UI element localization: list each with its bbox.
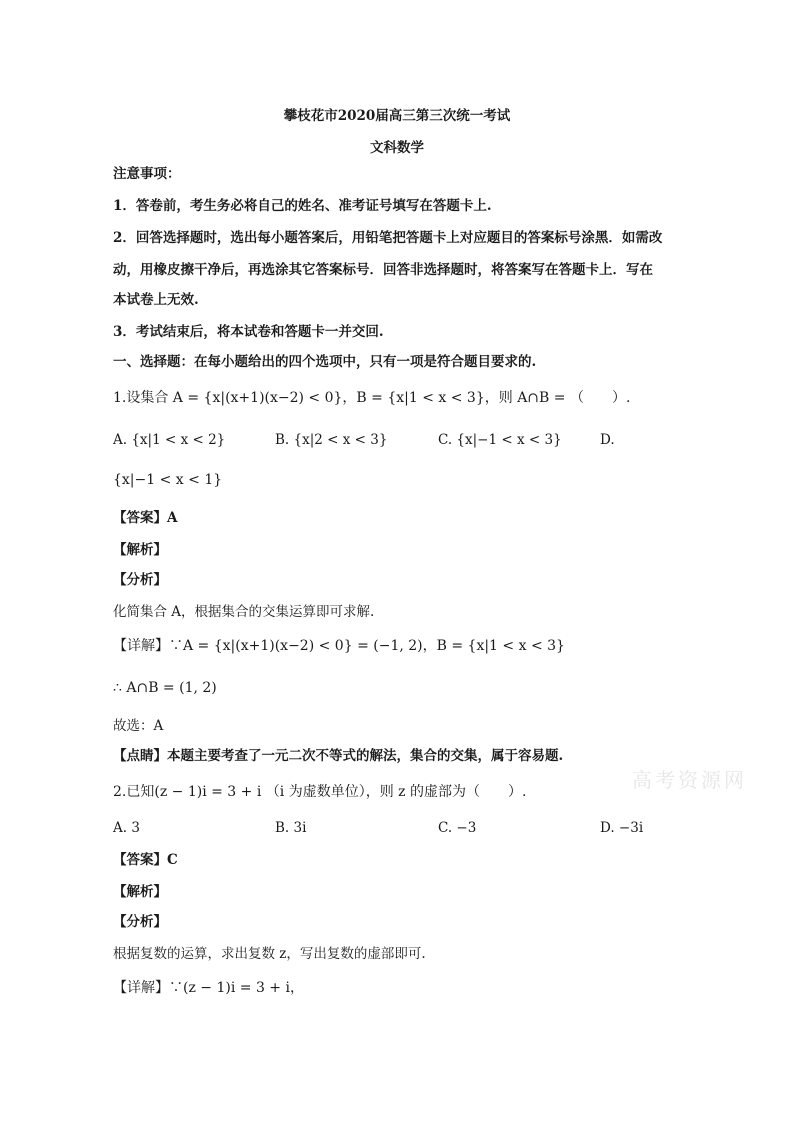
q1-analysis: 【解析】 [113, 542, 167, 558]
notes-item-1: 1．答卷前，考生务必将自己的姓名、准考证号填写在答题卡上. [113, 198, 492, 214]
q2-stem: 2.已知(z − 1)i = 3 + i （i 为虚数单位），则 z 的虚部为（ ）. [113, 784, 527, 800]
notes-item-2-line-1: 2．回答选择题时，选出每小题答案后，用铅笔把答题卡上对应题目的答案标号涂黑．如需改 [113, 230, 663, 246]
q2-detail: 【详解】∵(z − 1)i = 3 + i， [113, 980, 304, 996]
notes-item-2-line-2: 动，用橡皮擦干净后，再选涂其它答案标号．回答非选择题时，将答案写在答题卡上．写在 [113, 262, 653, 278]
q1-comment: 【点睛】本题主要考查了一元二次不等式的解法，集合的交集，属于容易题. [113, 748, 564, 764]
q1-stem: 1.设集合 A = {x|(x+1)(x−2) < 0}，B = {x|1 < x < 3}，则 A∩B = （ ）. [113, 390, 631, 406]
q2-fenxi: 【分析】 [113, 914, 167, 930]
q2-analysis: 【解析】 [113, 884, 167, 900]
q1-result: ∴ A∩B = (1, 2) [113, 680, 217, 696]
q2-option-b: B. 3i [275, 820, 307, 836]
q2-option-c: C. −3 [438, 820, 477, 836]
page-title: 攀枝花市2020届高三第三次统一考试 [283, 108, 511, 124]
q1-choose: 故选：A [113, 718, 164, 734]
q1-option-c: C. {x|−1 < x < 3} [438, 432, 562, 448]
section-heading: 一、选择题：在每小题给出的四个选项中，只有一项是符合题目要求的. [113, 354, 537, 370]
q2-answer: 【答案】C [113, 852, 178, 868]
q1-option-b: B. {x|2 < x < 3} [275, 432, 388, 448]
watermark: 高考资源网 [632, 768, 747, 792]
notes-heading: 注意事项： [113, 166, 181, 182]
q2-option-a: A. 3 [113, 820, 140, 836]
page-subtitle: 文科数学 [370, 140, 424, 156]
q1-option-d-label: D. [600, 432, 615, 448]
q1-fenxi: 【分析】 [113, 572, 167, 588]
q1-fenxi-text: 化简集合 A，根据集合的交集运算即可求解. [113, 604, 375, 620]
notes-item-2-line-3: 本试卷上无效. [113, 292, 199, 308]
q1-detail: 【详解】∵A = {x|(x+1)(x−2) < 0} = (−1, 2)，B = {x|1 < x < 3} [113, 638, 565, 654]
q1-option-a: A. {x|1 < x < 2} [113, 432, 226, 448]
q1-answer: 【答案】A [113, 510, 178, 526]
q1-option-d-value: {x|−1 < x < 1} [113, 472, 223, 488]
notes-item-3: 3．考试结束后，将本试卷和答题卡一并交回. [113, 324, 384, 340]
q2-option-d: D. −3i [600, 820, 644, 836]
q2-fenxi-text: 根据复数的运算，求出复数 z，写出复数的虚部即可. [113, 946, 426, 962]
